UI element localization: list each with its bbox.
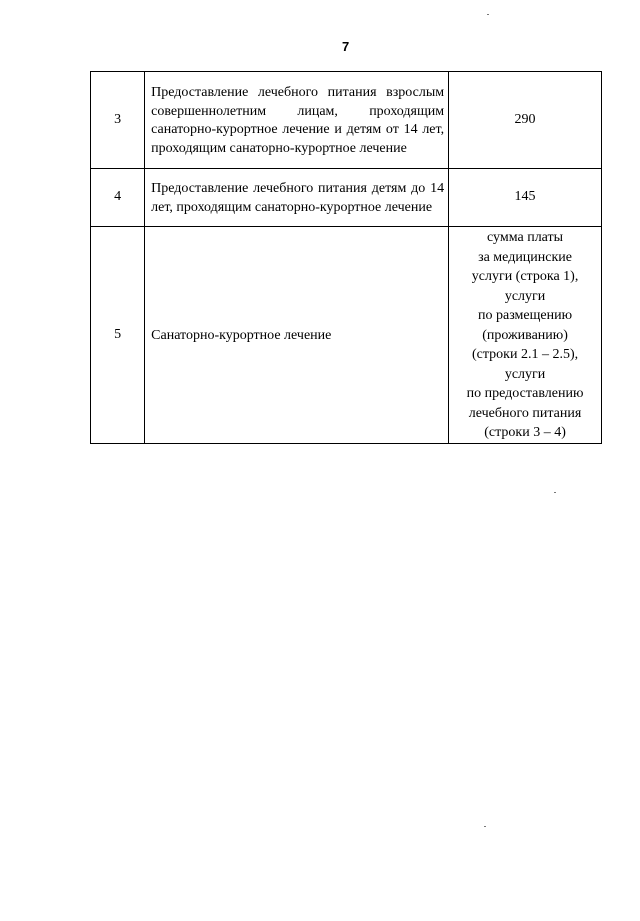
service-price: 290 xyxy=(449,72,602,169)
row-number: 3 xyxy=(91,72,145,169)
price-line: услуги (строка 1), xyxy=(471,269,579,284)
service-name: Предоставление лечебного питания взрослым совершеннолетним лицам, проходящим санаторно-курортное лечение и детям от 14 лет, проходящим санаторно-курортное лечение xyxy=(145,72,449,169)
scan-speck xyxy=(554,492,556,493)
price-line: сумма платы xyxy=(487,230,564,245)
scan-speck xyxy=(484,826,486,827)
price-line: услуги xyxy=(504,366,546,382)
table-row xyxy=(91,72,602,169)
row-number: 5 xyxy=(91,227,145,444)
price-line: (строки 2.1 – 2.5), xyxy=(471,347,579,362)
price-table xyxy=(90,71,602,444)
price-line: лечебного питания xyxy=(468,405,582,421)
page-number: 7 xyxy=(342,39,350,54)
price-line: (строки 3 – 4) xyxy=(484,425,566,440)
service-name: Предоставление лечебного питания детям до 14 лет, проходящим санаторно-курортное лечение xyxy=(145,169,449,227)
service-price xyxy=(449,227,602,444)
price-line: по предоставлению xyxy=(466,386,584,401)
row-number: 4 xyxy=(91,169,145,227)
price-line: услуги xyxy=(504,288,546,304)
price-line: за медицинские xyxy=(478,249,573,265)
service-name: Санаторно-курортное лечение xyxy=(145,227,449,444)
service-price: 145 xyxy=(449,169,602,227)
table-row xyxy=(91,169,602,227)
scan-speck xyxy=(487,14,489,15)
table-row xyxy=(91,227,602,444)
price-line: по размещению xyxy=(478,308,573,323)
price-line: (проживанию) xyxy=(482,327,568,343)
